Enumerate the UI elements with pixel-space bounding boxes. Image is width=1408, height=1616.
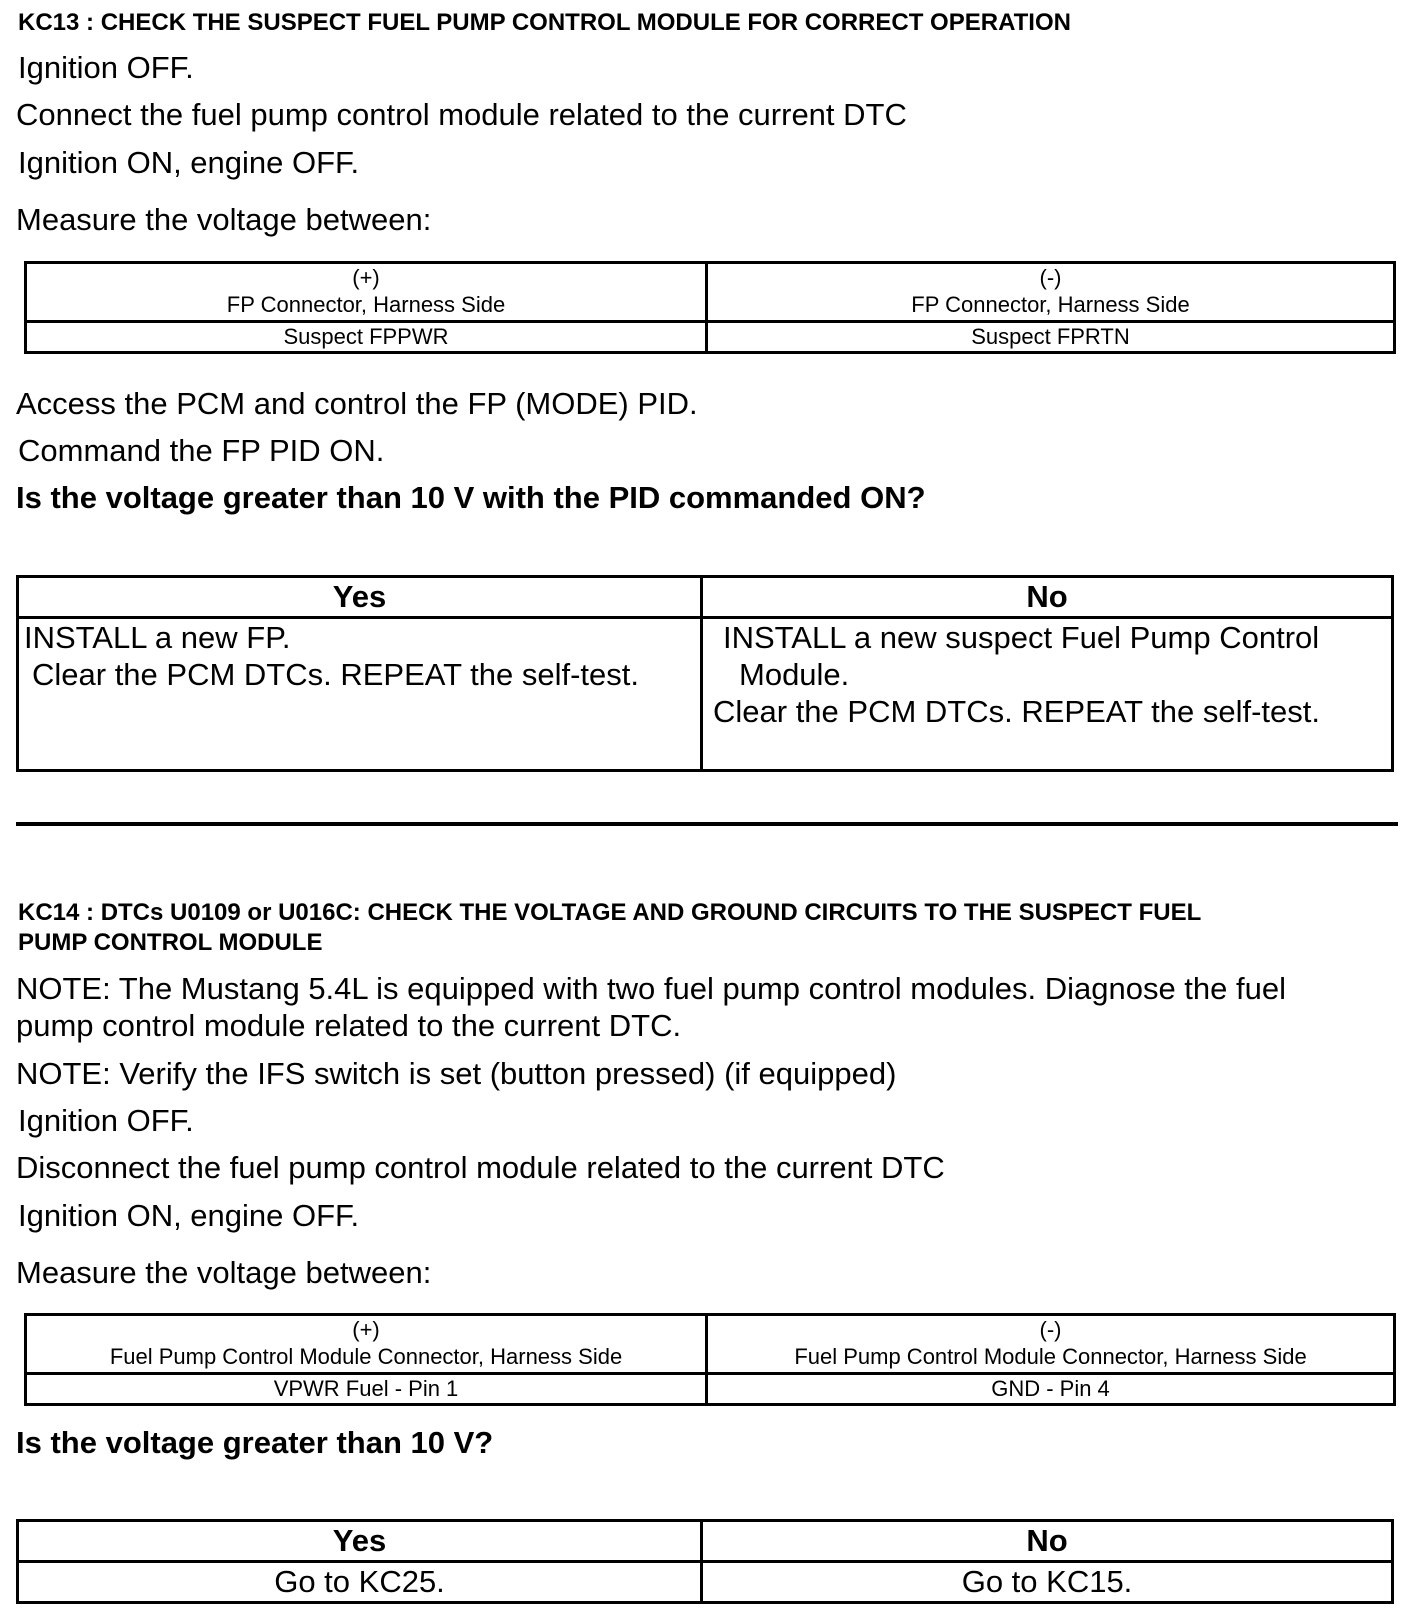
kc14-pos-label: Fuel Pump Control Module Connector, Harness Side (109, 1344, 623, 1369)
kc13-pos-header (26, 263, 707, 322)
kc13-neg-sign: (-) (1039, 265, 1062, 290)
kc14-neg-header (707, 1315, 1395, 1374)
kc14-no-header: No (702, 1521, 1393, 1562)
kc14-pos-value: VPWR Fuel - Pin 1 (26, 1374, 707, 1405)
kc13-pos-label: FP Connector, Harness Side (226, 292, 506, 317)
kc14-pos-sign: (+) (352, 1317, 380, 1342)
kc13-no-line-2: Module. (739, 657, 850, 692)
kc14-yes-header: Yes (18, 1521, 702, 1562)
kc14-result-table (16, 1519, 1394, 1604)
kc14-yes-value: Go to KC25. (18, 1562, 702, 1603)
kc13-no-cell (702, 618, 1393, 771)
kc13-no-line-1: INSTALL a new suspect Fuel Pump Control (723, 620, 1320, 655)
kc13-step-2: Connect the fuel pump control module related to the current DTC (16, 97, 907, 132)
kc14-note-1-line-1: NOTE: The Mustang 5.4L is equipped with two fuel pump control modules. Diagnose the fuel (16, 971, 1286, 1006)
kc13-step-3: Ignition ON, engine OFF. (18, 145, 360, 180)
kc14-step-1: Ignition OFF. (18, 1103, 194, 1138)
section-divider (16, 822, 1398, 826)
kc14-step-2: Disconnect the fuel pump control module related to the current DTC (16, 1150, 945, 1185)
kc13-yes-header: Yes (18, 577, 702, 618)
kc13-no-line-3: Clear the PCM DTCs. REPEAT the self-test. (713, 694, 1320, 729)
kc13-pos-value: Suspect FPPWR (26, 322, 707, 353)
kc13-step-1: Ignition OFF. (18, 50, 194, 85)
kc14-note-2: NOTE: Verify the IFS switch is set (button pressed) (if equipped) (16, 1056, 897, 1091)
kc14-question: Is the voltage greater than 10 V? (16, 1425, 494, 1460)
kc14-title-line-2: PUMP CONTROL MODULE (18, 929, 323, 956)
kc13-yes-cell (18, 618, 702, 771)
kc13-no-header: No (702, 577, 1393, 618)
kc14-step-4: Measure the voltage between: (16, 1255, 432, 1290)
kc14-title-line-1: KC14 : DTCs U0109 or U016C: CHECK THE VOLTAGE AND GROUND CIRCUITS TO THE SUSPECT FUEL (18, 899, 1202, 926)
kc14-step-3: Ignition ON, engine OFF. (18, 1198, 360, 1233)
kc13-measure-table (24, 261, 1396, 354)
kc14-neg-label: Fuel Pump Control Module Connector, Harness Side (794, 1344, 1307, 1369)
kc13-title: KC13 : CHECK THE SUSPECT FUEL PUMP CONTROL MODULE FOR CORRECT OPERATION (18, 9, 1071, 36)
kc13-yes-line-1: INSTALL a new FP. (24, 620, 291, 655)
kc13-step-4: Measure the voltage between: (16, 202, 432, 237)
kc13-neg-value: Suspect FPRTN (707, 322, 1395, 353)
kc14-neg-sign: (-) (1039, 1317, 1062, 1342)
kc13-pos-sign: (+) (352, 265, 380, 290)
kc13-yes-line-2: Clear the PCM DTCs. REPEAT the self-test. (32, 657, 639, 692)
kc13-step-6: Command the FP PID ON. (18, 433, 385, 468)
kc13-question: Is the voltage greater than 10 V with the PID commanded ON? (16, 480, 926, 515)
kc13-neg-header (707, 263, 1395, 322)
kc13-step-5: Access the PCM and control the FP (MODE) PID. (16, 386, 698, 421)
kc14-note-1-line-2: pump control module related to the current DTC. (16, 1008, 682, 1043)
kc14-pos-header (26, 1315, 707, 1374)
kc14-no-value: Go to KC15. (702, 1562, 1393, 1603)
kc14-measure-table (24, 1313, 1396, 1406)
kc14-neg-value: GND - Pin 4 (707, 1374, 1395, 1405)
kc13-neg-label: FP Connector, Harness Side (911, 292, 1190, 317)
kc13-result-table (16, 575, 1394, 772)
